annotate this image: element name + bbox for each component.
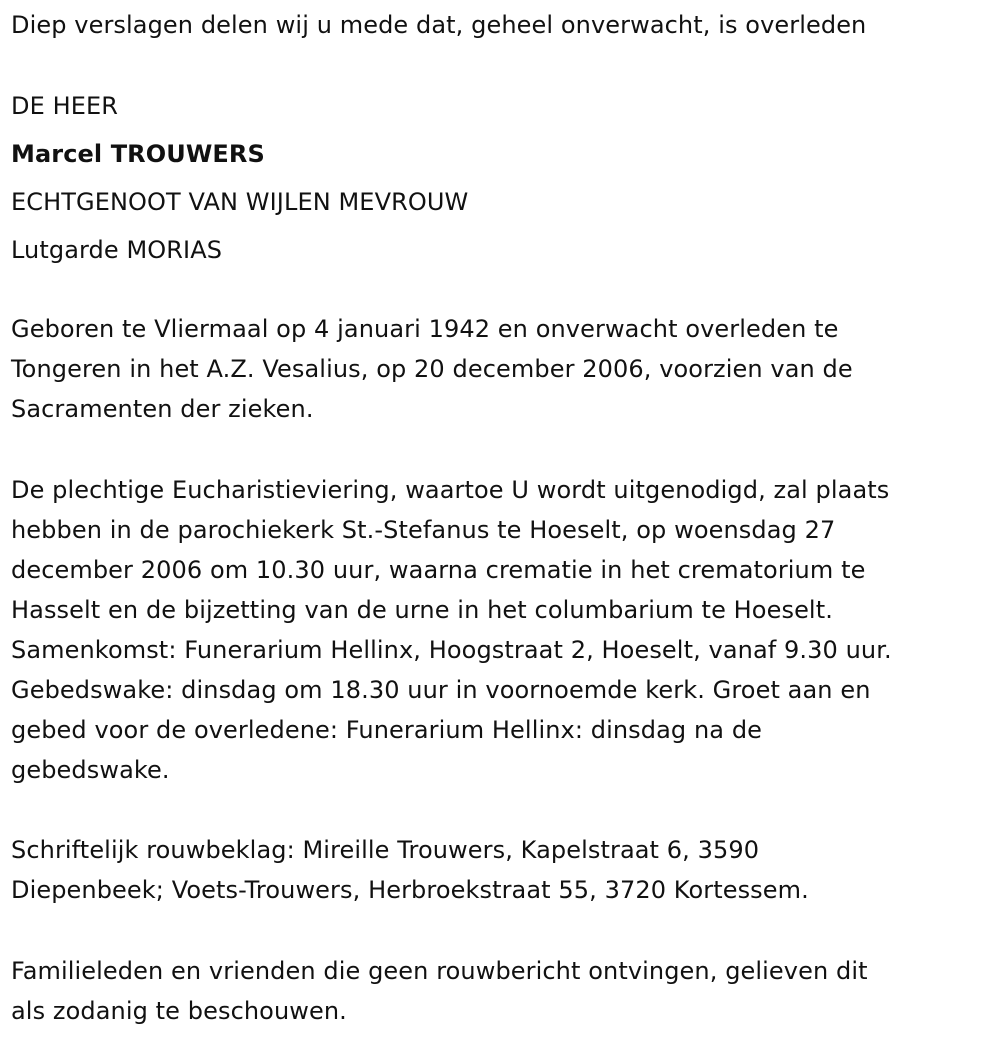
paragraph-line: Geboren te Vliermaal op 4 januari 1942 en onverwacht overleden te xyxy=(11,315,839,343)
paragraph-line: Hasselt en de bijzetting van de urne in het columbarium te Hoeselt. xyxy=(11,596,833,624)
paragraph-line: Diepenbeek; Voets-Trouwers, Herbroekstraat 55, 3720 Kortessem. xyxy=(11,876,809,904)
paragraph-line: gebedswake. xyxy=(11,756,170,784)
relation-text: ECHTGENOOT VAN WIJLEN MEVROUW xyxy=(11,188,469,216)
family-paragraph xyxy=(11,951,868,1031)
paragraph-line: Familieleden en vrienden die geen rouwbericht ontvingen, gelieven dit xyxy=(11,957,868,985)
deceased-name: Marcel TROUWERS xyxy=(11,140,265,168)
honorific-title: DE HEER xyxy=(11,92,119,120)
paragraph-line: Samenkomst: Funerarium Hellinx, Hoogstraat 2, Hoeselt, vanaf 9.30 uur. xyxy=(11,636,892,664)
paragraph-line: gebed voor de overledene: Funerarium Hellinx: dinsdag na de xyxy=(11,716,763,744)
intro-text: Diep verslagen delen wij u mede dat, geheel onverwacht, is overleden xyxy=(11,11,867,39)
paragraph-line: Tongeren in het A.Z. Vesalius, op 20 december 2006, voorzien van de xyxy=(11,355,853,383)
paragraph-line: Sacramenten der zieken. xyxy=(11,395,314,423)
paragraph-line: De plechtige Eucharistieviering, waartoe U wordt uitgenodigd, zal plaats xyxy=(11,476,890,504)
birth-paragraph xyxy=(11,309,853,429)
paragraph-line: hebben in de parochiekerk St.-Stefanus te Hoeselt, op woensdag 27 xyxy=(11,516,836,544)
condolence-paragraph xyxy=(11,830,809,910)
paragraph-line: Schriftelijk rouwbeklag: Mireille Trouwers, Kapelstraat 6, 3590 xyxy=(11,836,760,864)
spouse-name: Lutgarde MORIAS xyxy=(11,236,223,264)
service-paragraph xyxy=(11,470,892,790)
paragraph-line: Gebedswake: dinsdag om 18.30 uur in voornoemde kerk. Groet aan en xyxy=(11,676,871,704)
paragraph-line: als zodanig te beschouwen. xyxy=(11,997,347,1025)
paragraph-line: december 2006 om 10.30 uur, waarna crematie in het crematorium te xyxy=(11,556,866,584)
